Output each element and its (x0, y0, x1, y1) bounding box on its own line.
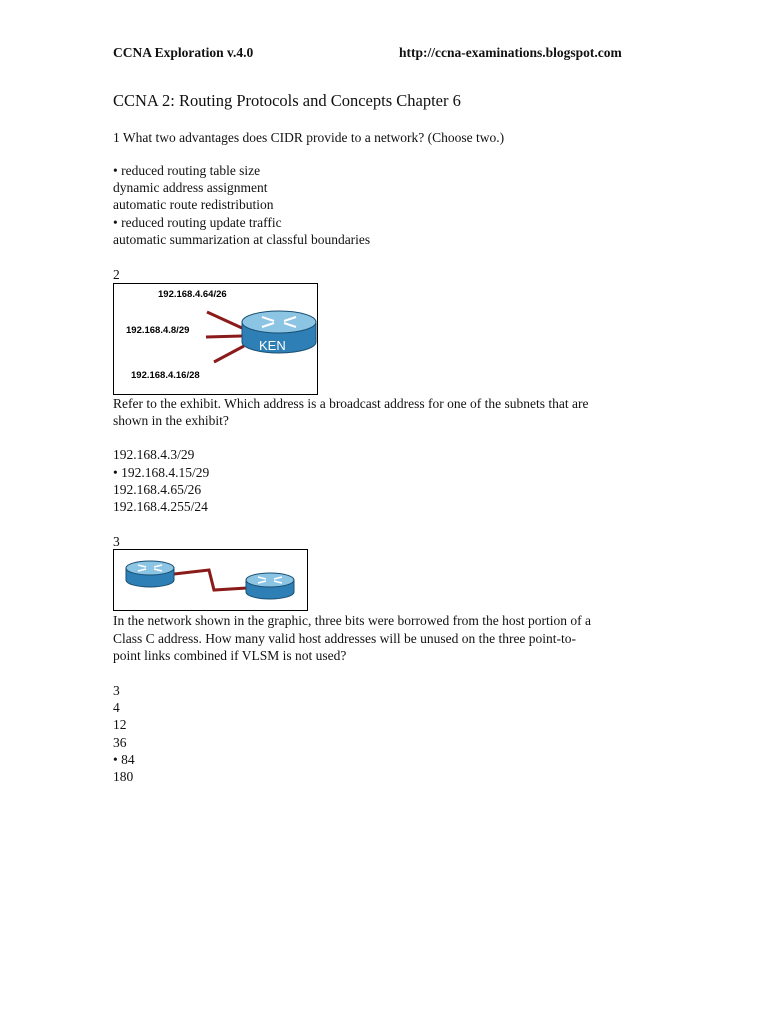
q3-number: 3 (113, 534, 120, 549)
q3-exhibit (113, 549, 308, 611)
q2-option: 192.168.4.3/29 (113, 447, 195, 462)
link-line-top (207, 312, 242, 328)
q3-option: • 84 (113, 752, 135, 767)
router-icon (246, 573, 294, 599)
link-line-bottom (214, 346, 244, 362)
q3-option: 4 (113, 700, 120, 715)
q2-option: 192.168.4.65/26 (113, 482, 202, 497)
q1-option: • reduced routing update traffic (113, 215, 282, 230)
page-title: CCNA 2: Routing Protocols and Concepts Chapter 6 (113, 91, 461, 110)
q3-option: 12 (113, 717, 127, 732)
q1-option: automatic route redistribution (113, 197, 274, 212)
router-name-label: KEN (259, 338, 286, 353)
link-line-mid (206, 336, 242, 337)
serial-link-line (174, 570, 247, 590)
q3-question: Class C address. How many valid host addresses will be unused on the three point-to- (113, 631, 577, 646)
q2-exhibit (113, 283, 318, 395)
page-header-left: CCNA Exploration v.4.0 (113, 45, 254, 60)
q2-option: • 192.168.4.15/29 (113, 465, 210, 480)
q2-question: Refer to the exhibit. Which address is a broadcast address for one of the subnets that are (113, 396, 589, 411)
q1-option: automatic summarization at classful boundaries (113, 232, 371, 247)
q3-question: In the network shown in the graphic, three bits were borrowed from the host portion of a (113, 613, 591, 628)
q2-question: shown in the exhibit? (113, 413, 229, 428)
page-header-right: http://ccna-examinations.blogspot.com (399, 45, 622, 60)
subnet-label-bottom: 192.168.4.16/28 (131, 370, 200, 381)
subnet-label-top: 192.168.4.64/26 (158, 289, 227, 300)
subnet-label-mid: 192.168.4.8/29 (126, 325, 190, 336)
q1-option: dynamic address assignment (113, 180, 268, 195)
q2-number: 2 (113, 267, 120, 282)
q3-question: point links combined if VLSM is not used? (113, 648, 347, 663)
q2-option: 192.168.4.255/24 (113, 499, 208, 514)
q1-question: 1 What two advantages does CIDR provide to a network? (Choose two.) (113, 130, 505, 145)
q1-option: • reduced routing table size (113, 163, 261, 178)
q3-option: 36 (113, 735, 127, 750)
q3-option: 3 (113, 683, 120, 698)
router-icon (126, 561, 174, 587)
q3-exhibit-diagram (114, 550, 307, 610)
q3-option: 180 (113, 769, 134, 784)
